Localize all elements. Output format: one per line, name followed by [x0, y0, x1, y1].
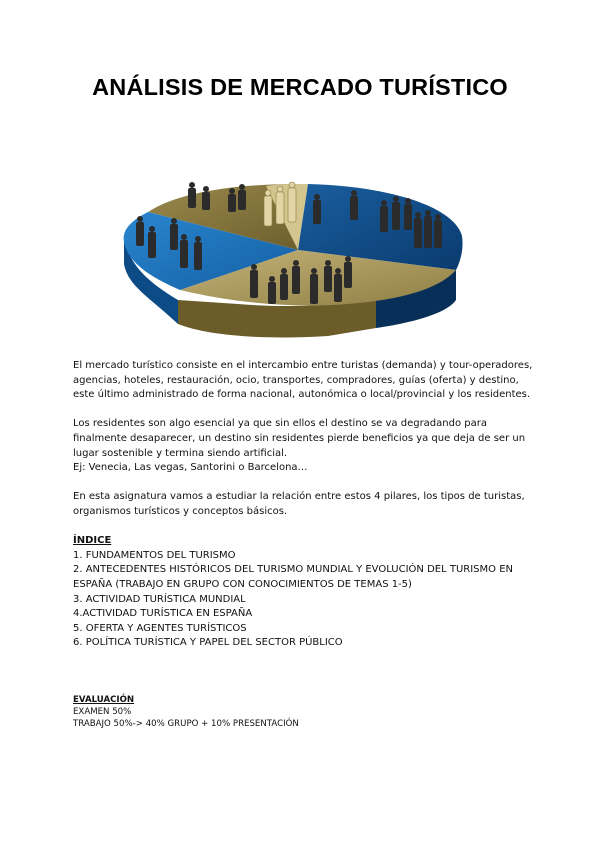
evaluation-heading: EVALUACIÓN [73, 695, 135, 705]
intro-paragraph-3: En esta asignatura vamos a estudiar la relación entre estos 4 pilares, los tipos de turistas, organismos turísticos y conceptos básicos. [73, 491, 525, 517]
index-item: 3. ACTIVIDAD TURÍSTICA MUNDIAL [73, 593, 246, 605]
people-pie-chart-illustration [118, 172, 484, 342]
intro-paragraph-1: El mercado turístico consiste en el intercambio entre turistas (demanda) y tour-operadores, agencias, hoteles, restauración, ocio, transportes, compradores, guías (oferta) y destino, este último administrado de forma nacional, autonómica o local/provincial y los residentes. [73, 360, 533, 401]
intro-example: Ej: Venecia, Las vegas, Santorini o Barcelona… [73, 462, 308, 474]
evaluation-section [73, 694, 533, 730]
evaluation-item: TRABAJO 50%-> 40% GRUPO + 10% PRESENTACIÓN [73, 719, 299, 729]
intro-paragraph-2: Los residentes son algo esencial ya que sin ellos el destino se va degradando para finalmente desaparecer, un destino sin residentes pierde beneficios ya que deja de ser un lugar sostenible y termina siendo artificial. [73, 418, 526, 459]
index-item: 1. FUNDAMENTOS DEL TURISMO [73, 549, 236, 561]
index-list [73, 549, 533, 651]
main-content [73, 359, 533, 651]
index-item: 2. ANTECEDENTES HISTÓRICOS DEL TURISMO MUNDIAL Y EVOLUCIÓN DEL TURISMO EN ESPAÑA (TRABAJO EN GRUPO CON CONOCIMIENTOS DE TEMAS 1-5) [73, 564, 513, 590]
index-item: 4.ACTIVIDAD TURÍSTICA EN ESPAÑA [73, 608, 253, 620]
index-item: 5. OFERTA Y AGENTES TURÍSTICOS [73, 622, 247, 634]
index-item: 6. POLÍTICA TURÍSTICA Y PAPEL DEL SECTOR PÚBLICO [73, 637, 343, 649]
index-heading: ÍNDICE [73, 535, 112, 547]
page-title: ANÁLISIS DE MERCADO TURÍSTICO [92, 74, 508, 100]
evaluation-item: EXAMEN 50% [73, 707, 132, 717]
